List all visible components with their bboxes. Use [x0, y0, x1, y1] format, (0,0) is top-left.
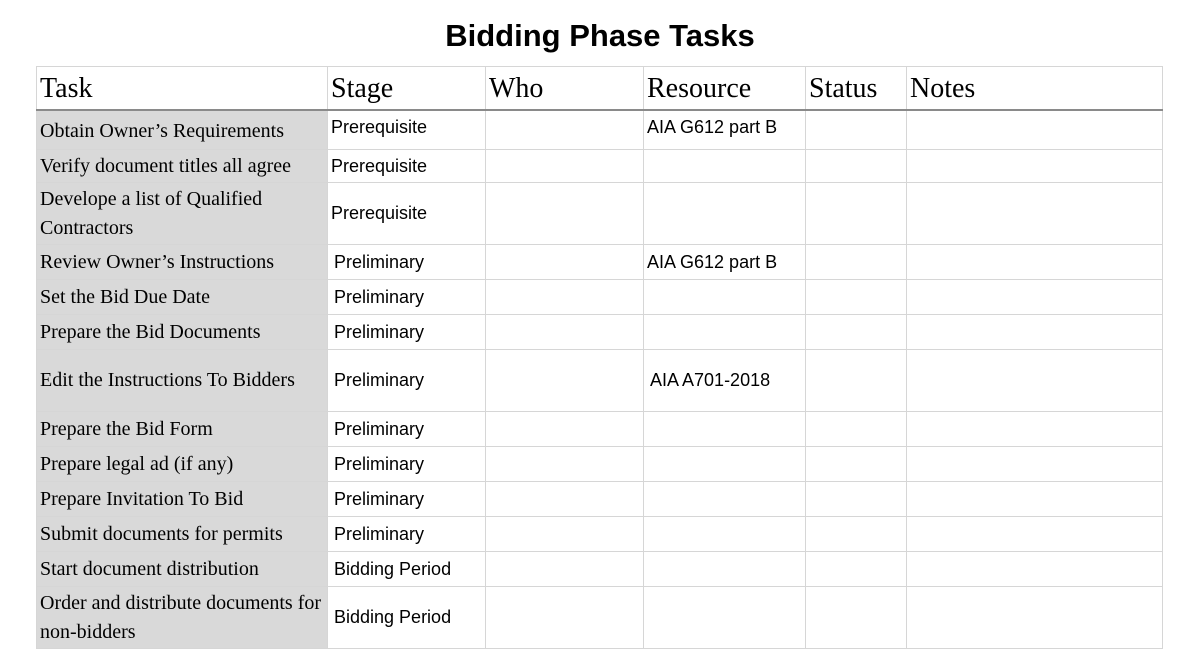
task-cell[interactable]: Set the Bid Due Date: [37, 280, 328, 315]
resource-cell[interactable]: AIA G612 part B: [644, 110, 806, 150]
notes-cell[interactable]: [907, 552, 1163, 587]
resource-cell[interactable]: [644, 587, 806, 649]
status-cell[interactable]: [806, 183, 907, 245]
table-row: [37, 183, 1163, 245]
notes-cell[interactable]: [907, 447, 1163, 482]
resource-cell[interactable]: [644, 280, 806, 315]
status-cell[interactable]: [806, 110, 907, 150]
who-cell[interactable]: [486, 517, 644, 552]
column-header-notes[interactable]: Notes: [907, 67, 1163, 111]
notes-cell[interactable]: [907, 482, 1163, 517]
task-cell[interactable]: Prepare legal ad (if any): [37, 447, 328, 482]
who-cell[interactable]: [486, 315, 644, 350]
status-cell[interactable]: [806, 150, 907, 183]
stage-cell[interactable]: Preliminary: [328, 447, 486, 482]
status-cell[interactable]: [806, 412, 907, 447]
table-row: [37, 150, 1163, 183]
stage-cell[interactable]: Bidding Period: [328, 587, 486, 649]
resource-cell[interactable]: [644, 552, 806, 587]
table-row: [37, 587, 1163, 649]
table-row: [37, 517, 1163, 552]
table-row: [37, 280, 1163, 315]
task-cell[interactable]: Order and distribute documents for non-bidders: [37, 587, 328, 649]
who-cell[interactable]: [486, 183, 644, 245]
table-row: [37, 110, 1163, 150]
who-cell[interactable]: [486, 280, 644, 315]
table-row: [37, 482, 1163, 517]
status-cell[interactable]: [806, 245, 907, 280]
table-row: [37, 412, 1163, 447]
task-cell[interactable]: Review Owner’s Instructions: [37, 245, 328, 280]
task-cell[interactable]: Develope a list of Qualified Contractors: [37, 183, 328, 245]
stage-cell[interactable]: Bidding Period: [328, 552, 486, 587]
table-row: [37, 315, 1163, 350]
stage-cell[interactable]: Preliminary: [328, 280, 486, 315]
resource-cell[interactable]: [644, 315, 806, 350]
task-cell[interactable]: Prepare the Bid Documents: [37, 315, 328, 350]
status-cell[interactable]: [806, 315, 907, 350]
stage-cell[interactable]: Preliminary: [328, 482, 486, 517]
resource-cell[interactable]: AIA A701-2018: [644, 350, 806, 412]
stage-cell[interactable]: Prerequisite: [328, 150, 486, 183]
resource-cell[interactable]: [644, 412, 806, 447]
who-cell[interactable]: [486, 482, 644, 517]
who-cell[interactable]: [486, 150, 644, 183]
task-cell[interactable]: Obtain Owner’s Requirements: [37, 110, 328, 150]
column-header-status[interactable]: Status: [806, 67, 907, 111]
notes-cell[interactable]: [907, 110, 1163, 150]
notes-cell[interactable]: [907, 350, 1163, 412]
resource-cell[interactable]: [644, 482, 806, 517]
task-cell[interactable]: Prepare Invitation To Bid: [37, 482, 328, 517]
status-cell[interactable]: [806, 280, 907, 315]
notes-cell[interactable]: [907, 315, 1163, 350]
stage-cell[interactable]: Preliminary: [328, 315, 486, 350]
table-row: [37, 350, 1163, 412]
stage-cell[interactable]: Prerequisite: [328, 110, 486, 150]
notes-cell[interactable]: [907, 587, 1163, 649]
task-cell[interactable]: Edit the Instructions To Bidders: [37, 350, 328, 412]
status-cell[interactable]: [806, 587, 907, 649]
notes-cell[interactable]: [907, 280, 1163, 315]
table-row: [37, 245, 1163, 280]
task-cell[interactable]: Verify document titles all agree: [37, 150, 328, 183]
column-header-who[interactable]: Who: [486, 67, 644, 111]
status-cell[interactable]: [806, 447, 907, 482]
task-cell[interactable]: Submit documents for permits: [37, 517, 328, 552]
table-row: [37, 552, 1163, 587]
page-title: Bidding Phase Tasks: [445, 18, 755, 53]
task-cell[interactable]: Start document distribution: [37, 552, 328, 587]
stage-cell[interactable]: Preliminary: [328, 245, 486, 280]
header-row: [37, 67, 1163, 111]
who-cell[interactable]: [486, 412, 644, 447]
stage-cell[interactable]: Prerequisite: [328, 183, 486, 245]
tasks-table: [36, 66, 1163, 649]
notes-cell[interactable]: [907, 183, 1163, 245]
table-row: [37, 447, 1163, 482]
who-cell[interactable]: [486, 110, 644, 150]
stage-cell[interactable]: Preliminary: [328, 350, 486, 412]
column-header-resource[interactable]: Resource: [644, 67, 806, 111]
resource-cell[interactable]: [644, 150, 806, 183]
notes-cell[interactable]: [907, 245, 1163, 280]
resource-cell[interactable]: [644, 183, 806, 245]
who-cell[interactable]: [486, 245, 644, 280]
who-cell[interactable]: [486, 350, 644, 412]
status-cell[interactable]: [806, 350, 907, 412]
column-header-stage[interactable]: Stage: [328, 67, 486, 111]
stage-cell[interactable]: Preliminary: [328, 412, 486, 447]
resource-cell[interactable]: [644, 517, 806, 552]
notes-cell[interactable]: [907, 150, 1163, 183]
stage-cell[interactable]: Preliminary: [328, 517, 486, 552]
column-header-task[interactable]: Task: [37, 67, 328, 111]
who-cell[interactable]: [486, 552, 644, 587]
status-cell[interactable]: [806, 517, 907, 552]
task-cell[interactable]: Prepare the Bid Form: [37, 412, 328, 447]
who-cell[interactable]: [486, 447, 644, 482]
who-cell[interactable]: [486, 587, 644, 649]
status-cell[interactable]: [806, 552, 907, 587]
resource-cell[interactable]: [644, 447, 806, 482]
notes-cell[interactable]: [907, 412, 1163, 447]
notes-cell[interactable]: [907, 517, 1163, 552]
resource-cell[interactable]: AIA G612 part B: [644, 245, 806, 280]
status-cell[interactable]: [806, 482, 907, 517]
